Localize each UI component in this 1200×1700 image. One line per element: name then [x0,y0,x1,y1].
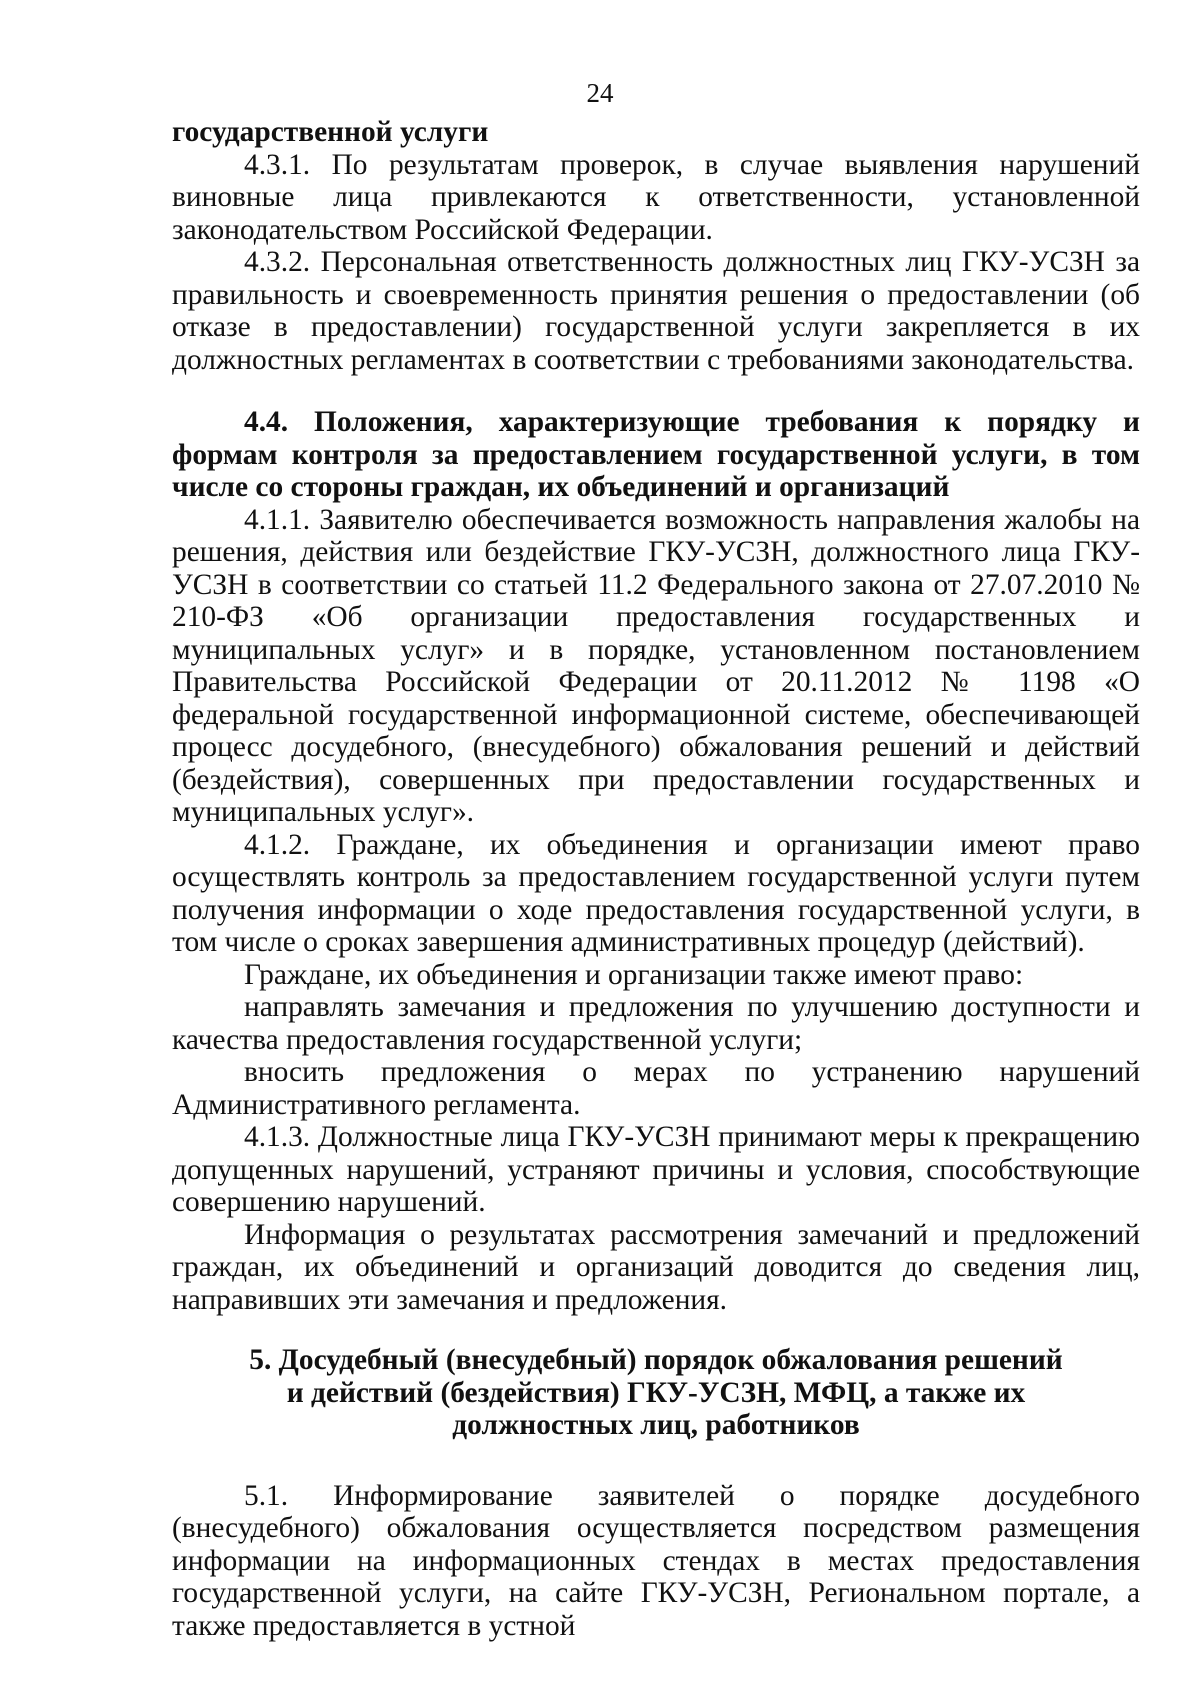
spacer [172,376,1140,406]
paragraph-info: Информация о результатах рассмотрения замечаний и предложений граждан, их объединений и организаций доводится до сведения лиц, направивших эти замечания и предложения. [172,1218,1140,1316]
paragraph-4-3-1: 4.3.1. По результатам проверок, в случае выявления нарушений виновные лица привлекаются к ответственности, установленной законодательством Российской Федерации. [172,148,1140,246]
section-heading-4-4: 4.4. Положения, характеризующие требования к порядку и формам контроля за предоставлением государственной услуги, в том числе со стороны граждан, их объединений и организаций [172,406,1140,503]
paragraph-5-1: 5.1. Информирование заявителей о порядке досудебного (внесудебного) обжалования осуществляется посредством размещения информации на информационных стендах в местах предоставления государственной услуги, на сайте ГКУ-УСЗН, Региональном портале, а также предоставляется в устной [172,1479,1140,1642]
paragraph-4-1-3: 4.1.3. Должностные лица ГКУ-УСЗН принимают меры к прекращению допущенных нарушений, устраняют причины и условия, способствующие совершению нарушений. [172,1121,1140,1218]
section-heading-5 [172,1344,1140,1442]
paragraph-rights-intro: Граждане, их объединения и организации также имеют право: [244,958,1024,991]
spacer [172,1316,1140,1344]
section-heading-5-line-3: должностных лиц, работников [452,1409,860,1441]
paragraph-right-1: направлять замечания и предложения по улучшению доступности и качества предоставления государственной услуги; [172,991,1140,1056]
paragraph-right-2: вносить предложения о мерах по устранению нарушений Административного регламента. [172,1056,1140,1121]
spacer [172,1442,1140,1480]
paragraph-4-1-1: 4.1.1. Заявителю обеспечивается возможность направления жалобы на решения, действия или бездействие ГКУ-УСЗН, должностного лица ГКУ-УСЗН в соответствии со статьей 11.2 Федерального закона от 27.07.2010 № 210-ФЗ «Об организации предоставления государственных и муниципальных услуг» и в порядке, установленном постановлением Правительства Российской Федерации от 20.11.2012 № 1198 «О федеральной государственной информационной системе, обеспечивающей процесс досудебного, (внесудебного) обжалования решений и действий (бездействия), совершенных при предоставлении государственных и муниципальных услуг». [172,503,1140,828]
section-heading-5-line-2: и действий (бездействия) ГКУ-УСЗН, МФЦ, а также их [286,1376,1026,1409]
paragraph-4-3-2: 4.3.2. Персональная ответственность должностных лиц ГКУ-УСЗН за правильность и своевременность принятия решения о предоставлении (об отказе в предоставлении) государственной услуги закрепляется в их должностных регламентах в соответствии с требованиями законодательства. [172,246,1140,376]
section-heading-5-line-1: 5. Досудебный (внесудебный) порядок обжалования решений [249,1344,1063,1376]
paragraph-4-1-2: 4.1.2. Граждане, их объединения и организации имеют право осуществлять контроль за предоставлением государственной услуги путем получения информации о ходе предоставления государственной услуги, в том числе о сроках завершения административных процедур (действий). [172,828,1140,958]
page-number: 24 [586,78,614,108]
carry-over-heading: государственной услуги [172,116,489,148]
document-body [172,116,1140,1642]
